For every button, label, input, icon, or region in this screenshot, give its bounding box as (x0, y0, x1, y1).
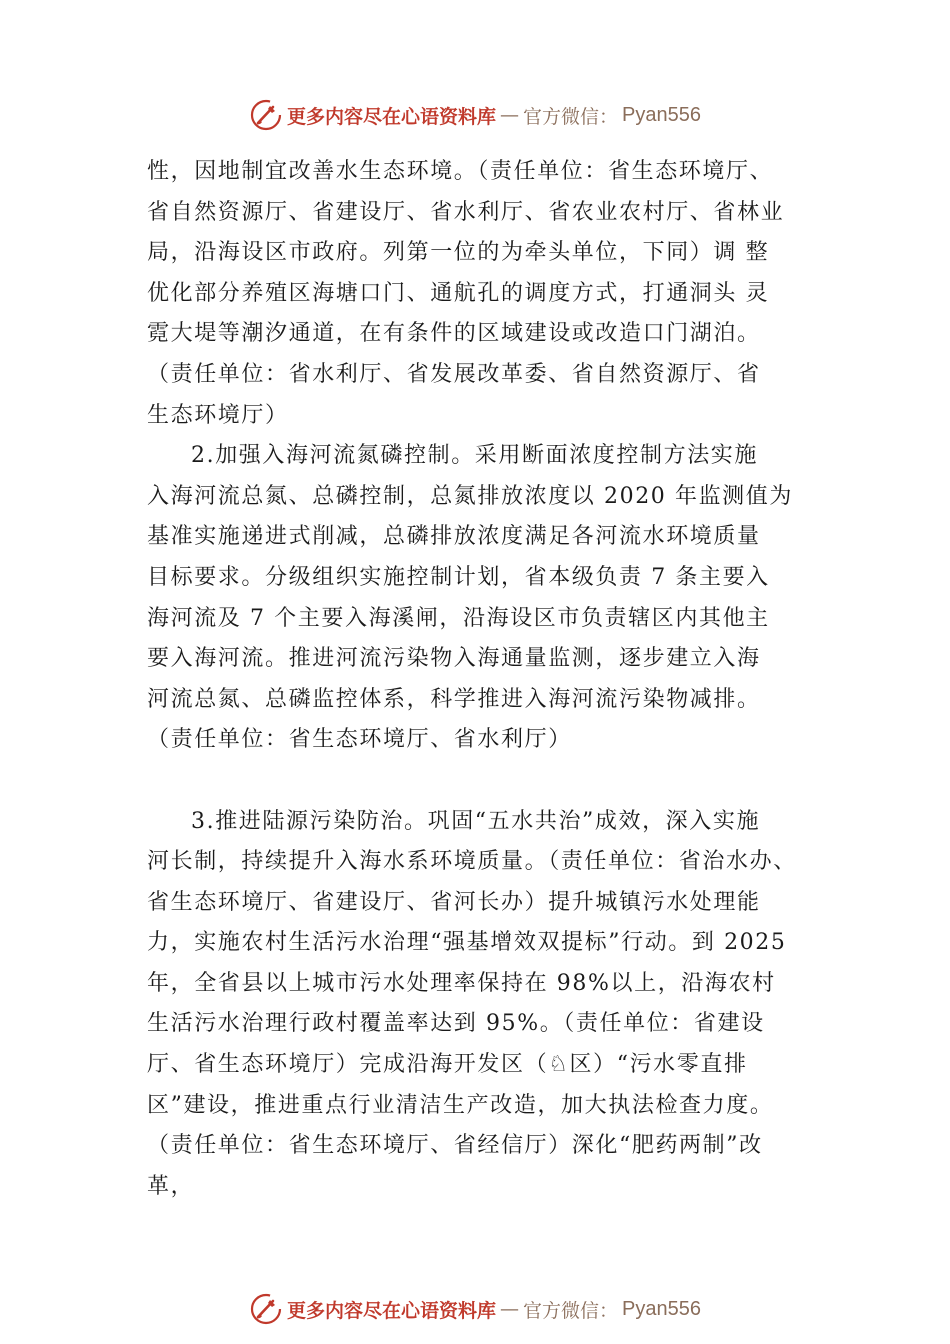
text-line: 革， (147, 1173, 195, 1199)
text-line: 厅、省生态环境厅）完成沿海开发区（♘区）“污水零直排 (147, 1052, 748, 1078)
watermark-dash: — (500, 104, 520, 126)
text-line: 年，全省县以上城市污水处理率保持在 98%以上，沿海农村 (147, 970, 776, 996)
text-line: 生态环境厅） (147, 402, 289, 428)
watermark-label: 官方微信： (523, 1299, 619, 1322)
brush-logo-icon (249, 98, 283, 132)
text-line: 海河流及 7 个主要入海溪闸，沿海设区市负责辖区内其他主 (147, 605, 770, 631)
text-line: 优化部分养殖区海塘口门、通航孔的调度方式，打通洞头 灵 (147, 280, 770, 306)
watermark-label: 官方微信： (523, 105, 619, 128)
text-line: 基准实施递进式削减，总磷排放浓度满足各河流水环境质量 (147, 524, 761, 550)
text-line: 河长制，持续提升入海水系环境质量。（责任单位：省治水办、 (147, 849, 797, 875)
text-line: （责任单位：省水利厅、省发展改革委、省自然资源厅、省 (147, 361, 761, 387)
text-line: 性，因地制宜改善水生态环境。（责任单位：省生态环境厅、 (147, 159, 774, 184)
text-line: 目标要求。分级组织实施控制计划，省本级负责 7 条主要入 (147, 564, 770, 590)
text-line: （责任单位：省生态环境厅、省经信厅）深化“肥药两制”改 (147, 1133, 763, 1159)
text-line: 区”建设，推进重点行业清洁生产改造，加大执法检查力度。 (147, 1092, 774, 1118)
text-line: 生活污水治理行政村覆盖率达到 95%。（责任单位：省建设 (147, 1011, 765, 1037)
text-line: 省自然资源厅、省建设厅、省水利厅、省农业农村厅、省林业 (147, 199, 785, 225)
text-line: 霓大堤等潮汐通道，在有条件的区域建设或改造口门湖泊。 (147, 321, 761, 347)
watermark-brand: 更多内容尽在心语资料库 (287, 1299, 497, 1322)
watermark-wechat-id: Pyan556 (622, 1297, 701, 1320)
text-line: 2.加强入海河流氮磷控制。采用断面浓度控制方法实施 (191, 443, 758, 469)
text-line: 省生态环境厅、省建设厅、省河长办）提升城镇污水处理能 (147, 889, 761, 915)
text-line: 局，沿海设区市政府。列第一位的为牵头单位，下同）调 整 (147, 240, 770, 266)
text-line: （责任单位：省生态环境厅、省水利厅） (147, 727, 572, 753)
text-line (147, 761, 827, 802)
watermark-dash: — (500, 1298, 520, 1320)
watermark-wechat-id: Pyan556 (622, 103, 701, 126)
document-body (147, 152, 827, 1207)
text-line: 河流总氮、总磷监控体系，科学推进入海河流污染物减排。 (147, 686, 761, 712)
brush-logo-icon (249, 1292, 283, 1326)
watermark-brand: 更多内容尽在心语资料库 (287, 105, 497, 128)
text-line: 力，实施农村生活污水治理“强基增效双提标”行动。到 2025 (147, 930, 787, 956)
text-line: 要入海河流。推进河流污染物入海通量监测，逐步建立入海 (147, 646, 761, 672)
footer-watermark (0, 1291, 950, 1327)
header-watermark (0, 97, 950, 133)
text-line: 3.推进陆源污染防治。巩固“五水共治”成效，深入实施 (191, 808, 761, 834)
text-line: 入海河流总氮、总磷控制，总氮排放浓度以 2020 年监测值为 (147, 483, 793, 509)
